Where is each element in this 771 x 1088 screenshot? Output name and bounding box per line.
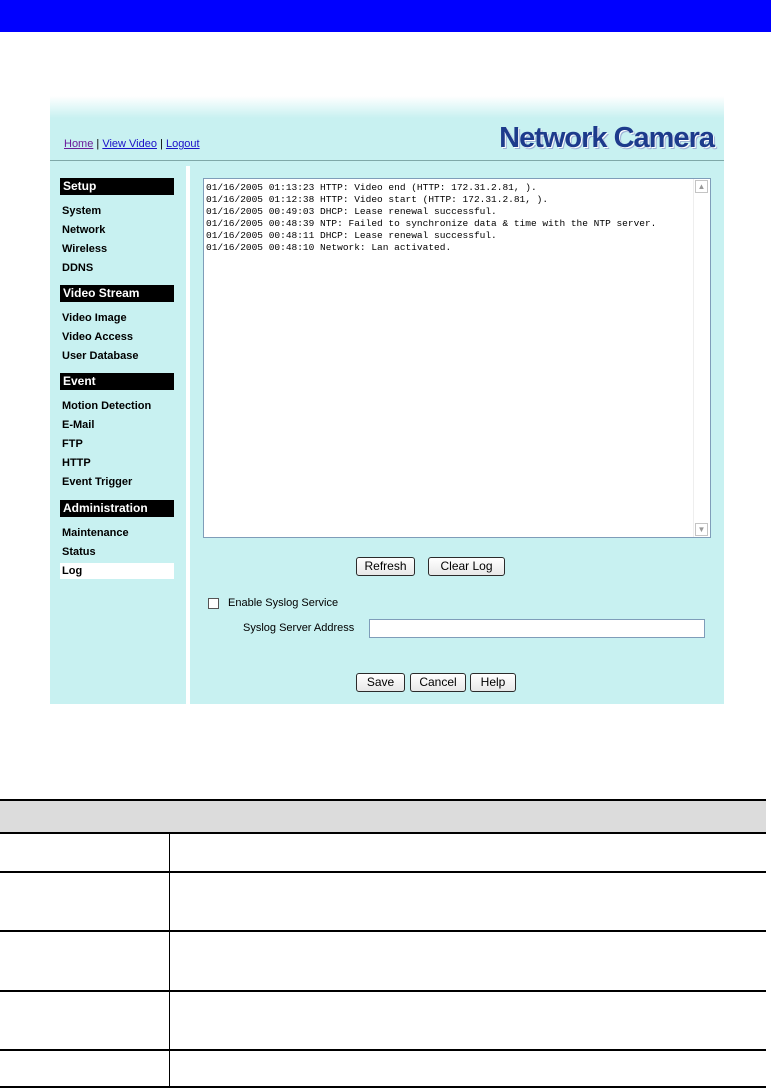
document-top-bar — [0, 0, 771, 32]
log-textarea[interactable] — [203, 178, 711, 538]
sidebar-item-ddns[interactable]: DDNS — [62, 262, 94, 274]
sidebar-item-email[interactable]: E-Mail — [62, 419, 95, 431]
help-button[interactable]: Help — [470, 673, 516, 692]
sidebar-item-log[interactable]: Log — [60, 563, 174, 579]
sidebar-divider — [186, 166, 190, 704]
header-divider — [50, 160, 724, 161]
sidebar-item-user-database[interactable]: User Database — [62, 350, 139, 362]
table-row-divider — [0, 871, 766, 873]
log-scrollbar[interactable] — [693, 179, 710, 537]
sidebar-section-video-stream: Video Stream — [60, 285, 174, 302]
sidebar-item-ftp[interactable]: FTP — [62, 438, 83, 450]
header-nav — [64, 138, 200, 150]
refresh-button[interactable]: Refresh — [356, 557, 415, 576]
home-link[interactable]: Home — [64, 138, 94, 150]
sidebar-item-event-trigger[interactable]: Event Trigger — [62, 476, 133, 488]
scroll-up-icon[interactable]: ▲ — [695, 180, 708, 193]
sidebar-item-video-access[interactable]: Video Access — [62, 331, 133, 343]
syslog-server-label: Syslog Server Address — [243, 622, 355, 634]
sidebar-item-maintenance[interactable]: Maintenance — [62, 527, 129, 539]
cancel-button[interactable]: Cancel — [410, 673, 466, 692]
sidebar-section-setup: Setup — [60, 178, 174, 195]
nav-separator: | — [96, 138, 100, 150]
nav-separator: | — [160, 138, 163, 150]
sidebar-item-motion-detection[interactable]: Motion Detection — [62, 400, 152, 412]
view-video-link[interactable]: View Video — [102, 138, 157, 150]
sidebar-item-status[interactable]: Status — [62, 546, 96, 558]
table-header-row — [0, 799, 766, 834]
sidebar-item-network[interactable]: Network — [62, 224, 106, 236]
clear-log-button[interactable]: Clear Log — [428, 557, 505, 576]
enable-syslog-checkbox[interactable] — [208, 598, 219, 609]
sidebar-item-video-image[interactable]: Video Image — [62, 312, 127, 324]
header-gradient — [50, 96, 724, 118]
sidebar-section-administration: Administration — [60, 500, 174, 517]
syslog-server-input[interactable] — [369, 619, 705, 638]
save-button[interactable]: Save — [356, 673, 405, 692]
sidebar-item-system[interactable]: System — [62, 205, 102, 217]
brand-logo: Network Camera — [499, 122, 714, 154]
table-row-divider — [0, 990, 766, 992]
log-text: 01/16/2005 01:13:23 HTTP: Video end (HTTP: 172.31.2.81, ). 01/16/2005 01:12:38 HTTP: Video start (HTTP: 172.31.2.81, ). 01/16/2005 00:49:03 DHCP: Lease renewal successful. 01/16/2005 00:48:39 NTP: Failed to synchronize data & time with the NTP server. 01/16/2005 00:48:11 DHCP: Lease renewal successful. 01/16/2005 00:48:10 Network: Lan activated. — [206, 182, 657, 253]
table-row-divider — [0, 930, 766, 932]
sidebar-section-event: Event — [60, 373, 174, 390]
scroll-down-icon[interactable]: ▼ — [695, 523, 708, 536]
sidebar-item-wireless[interactable]: Wireless — [62, 243, 108, 255]
table-column-divider — [169, 834, 170, 1087]
logout-link[interactable]: Logout — [165, 138, 200, 150]
sidebar — [50, 166, 186, 704]
network-camera-log-screen — [50, 96, 724, 704]
sidebar-item-http[interactable]: HTTP — [62, 457, 91, 469]
enable-syslog-label: Enable Syslog Service — [228, 597, 339, 609]
table-row-divider — [0, 1049, 766, 1051]
